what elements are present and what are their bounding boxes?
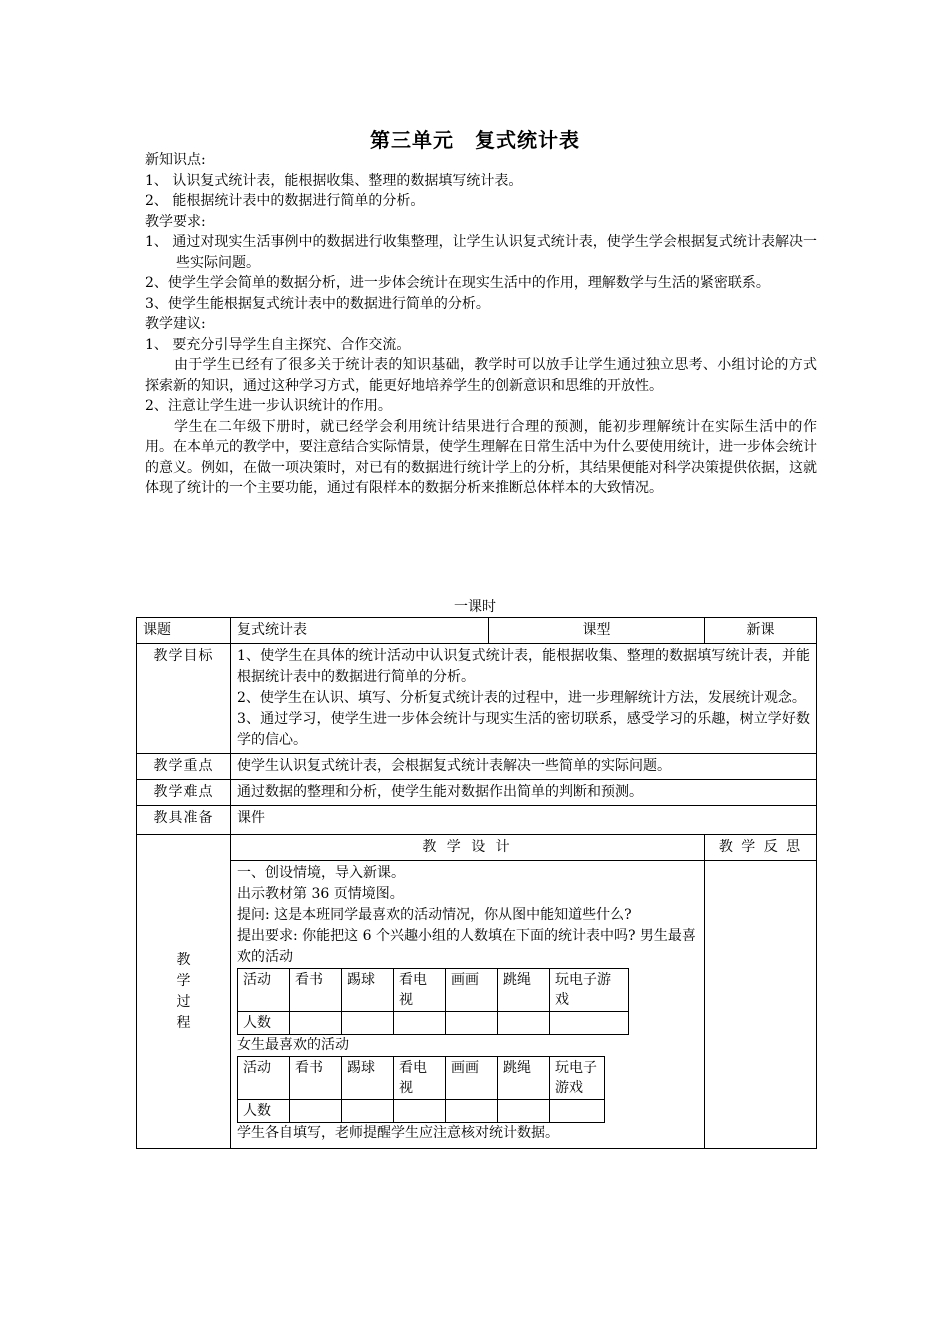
key-point-row [137,754,817,780]
key-point-value: 使学生认识复式统计表，会根据复式统计表解决一些简单的实际问题。 [231,754,817,780]
girls-activity-table [237,1056,605,1123]
design-step-1: 一、创设情境，导入新课。 [237,865,405,881]
requirement-item-2: 2、使学生学会简单的数据分析，进一步体会统计在现实生活中的作用，理解数学与生活的紧密联系。 [145,275,770,291]
reflection-heading: 教 学 反 思 [705,835,817,861]
design-content-row [137,861,817,1149]
design-content [231,861,705,1149]
suggestion-2-body: 学生在二年级下册时，就已经学会利用统计结果进行合理的预测，能初步理解统计在实际生活中的作用。在本单元的教学中，要注意结合实际情景，使学生理解在日常生活中为什么要使用统计，进一步体会统计的意义。例如，在做一项决策时，对已有的数据进行统计学上的分析，其结果便能对科学决策提供依据，这就体现了统计的一个主要功能，通过有限样本的数据分析来推断总体样本的大致情况。 [145,418,817,496]
difficulty-label: 教学难点 [137,780,231,806]
difficulty-value: 通过数据的整理和分析，使学生能对数据作出简单的判断和预测。 [231,780,817,806]
key-point-label: 教学重点 [137,754,231,780]
table-row: 人数 [238,1012,629,1035]
topic-value: 复式统计表 [231,618,489,644]
table-row: 活动 看书 踢球 看电视 画画 跳绳 玩电子游戏 [238,969,629,1012]
difficulty-row [137,780,817,806]
goal-item-1: 1、使学生在具体的统计活动中认识复式统计表，能根据收集、整理的数据填写统计表，并能根据统计表中的数据进行简单的分析。 [237,648,810,685]
goal-label: 教学目标 [137,644,231,754]
knowledge-item-2: 2、 能根据统计表中的数据进行简单的分析。 [145,193,425,209]
table-row: 活动 看书 踢球 看电视 画画 跳绳 玩电子游戏 [238,1057,605,1100]
girls-table-title: 女生最喜欢的活动 [237,1037,349,1053]
reflection-content [705,861,817,1149]
requirements-heading: 教学要求: [145,213,206,230]
goal-content [231,644,817,754]
intro-section [145,150,817,499]
requirement-item-3: 3、使学生能根据复式统计表中的数据进行简单的分析。 [145,295,490,312]
lesson-count-label: 一课时 [454,599,496,615]
process-label: 教 学 过 程 [137,835,231,1149]
design-step-last: 学生各自填写，老师提醒学生应注意核对统计数据。 [237,1125,559,1141]
goal-item-2: 2、使学生在认识、填写、分析复式统计表的过程中，进一步理解统计方法，发展统计观念。 [237,690,806,706]
design-heading: 教 学 设 计 [231,835,705,861]
tools-value: 课件 [231,806,817,835]
tools-label: 教具准备 [137,806,231,835]
design-step-2: 出示教材第 36 页情境图。 [237,886,404,902]
tools-row [137,806,817,835]
boys-activity-table [237,968,629,1035]
suggestion-item-2: 2、注意让学生进一步认识统计的作用。 [145,398,392,414]
knowledge-heading: 新知识点: [145,152,206,168]
suggestion-1-body: 由于学生已经有了很多关于统计表的知识基础，教学时可以放手让学生通过独立思考、小组讨论的方式探索新的知识，通过这种学习方式，能更好地培养学生的创新意识和思维的开放性。 [145,357,817,394]
design-step-3: 提问: 这是本班同学最喜欢的活动情况，你从图中能知道些什么? [237,907,632,923]
lesson-type-value: 新课 [705,618,817,644]
design-header-row [137,835,817,861]
goal-item-3: 3、通过学习，使学生进一步体会统计与现实生活的密切联系，感受学习的乐趣，树立学好数学的信心。 [237,711,810,748]
topic-label: 课题 [137,618,231,644]
knowledge-item-1: 1、 认识复式统计表，能根据收集、整理的数据填写统计表。 [145,172,523,189]
page-title: 第三单元 复式统计表 [370,128,580,152]
goal-row [137,644,817,754]
suggestion-item-1: 1、 要充分引导学生自主探究、合作交流。 [145,336,411,353]
suggestions-heading: 教学建议: [145,316,206,332]
topic-row [137,618,817,644]
table-row: 人数 [238,1100,605,1123]
design-step-4: 提出要求: 你能把这 6 个兴趣小组的人数填在下面的统计表中吗? 男生最喜欢的活动 [237,928,696,965]
lesson-plan-table [136,617,817,1149]
requirement-item-1: 1、 通过对现实生活事例中的数据进行收集整理，让学生认识复式统计表，使学生学会根据复式统计表解决一些实际问题。 [145,234,817,271]
lesson-type-label: 课型 [489,618,705,644]
